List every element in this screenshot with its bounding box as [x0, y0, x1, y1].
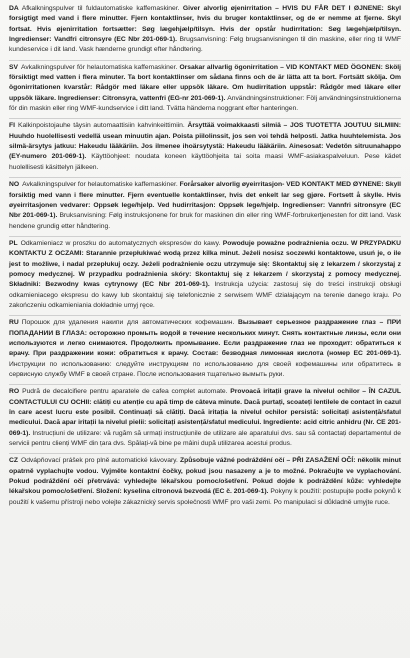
language-section — [9, 121, 401, 176]
description-text: Инструкции по использованию: следуйте инструкциям по использованию для своей кофемашины или обратитесь в сервисную службу WMF в своей стране. После использования тщательно вымыть руки. — [9, 360, 401, 378]
description-text: Instrukcja użycia: zastosuj się do treści instrukcji obsługi odkamieniacego ekspresu do kawy lub skontaktuj się telefonicznie z serwisem WMF działającym na terenie danego kraju. Po zakończeniu odkamieniania dokładnie umyj ręce. — [9, 281, 402, 309]
language-section — [9, 456, 401, 511]
section-divider — [9, 118, 401, 119]
hazard-statement-text: Provoacă iritații grave la nivelul ochilor – ÎN CAZUL CONTACTULUI CU OCHII: clătiți cu atenție cu apă timp de câteva minute. Dacă purtați, scoateți lentilele de contact în cazul în care acest lucru este posibil. Continuați să clătiți. Dacă iritația la nivelul ochilor persistă: solicitați asistență/sfatul medicului. Dacă apar iritații la nivelul pielii: solicitați asistență/sfatul medicului. Ingrediente: acid citric anhidru (Nr. CE 201-069-1). — [9, 388, 401, 437]
language-code: RU — [9, 319, 19, 327]
language-section — [9, 4, 401, 59]
language-code: CZ — [9, 457, 18, 465]
description-text: Afkalkningspulver til fuldautomatiske kaffemaskiner. — [21, 5, 180, 12]
hazard-statement-text: Forårsaker alvorlig øyeirritasjon- VED KONTAKT MED ØYNENE: Skyll forsiktig med vann i flere minutter. Fjern eventuelle kontaktlinser, hvis det enkelt lar seg gjøre. Fortsett å skylle. Hvis øyeirritasjonen vedvarer: Oppsøk lege/hjelp. Ved hudirritasjon: Oppsøk lege/hjelp. Ingredienser: Vannfri sitronsyre (EC Nbr 201-069-1). — [9, 181, 402, 220]
section-divider — [9, 177, 401, 178]
section-divider — [9, 60, 401, 61]
hazard-statement-text: Ärsyttää voimakkaasti silmiä – JOS TUOTETTA JOUTUU SILMIIN: Huuhdo huolellisesti vedellä usean minuutin ajan. Poista piilolinssit, jos sen voi tehdä helposti. Jatka huuhtelemista. Jos silmä-ärsytys jatkuu: Hakeudu lääkäriin. Jos ilmenee ihoärsytystä: Hakeudu lääkäriin. Ainesosat: Vedetön sitruunahappo (EY-numero 201-069-1). — [9, 122, 401, 161]
hazard-statement-text: Orsakar allvarlig ögonirritation – VID KONTAKT MED ÖGONEN: Skölj försiktigt med vatten i flera minuter. Ta bort kontaktlinser om sådana finns och de är lätta att ta bort. Fortsätt skölja. Om ögonirritationen kvarstår: Rådgör med läkare eller uppsök läkare. Om hudirritation uppstår: Rådgör med läkare eller uppsök läkare. Ingredienser: Citronsyra, vattenfri (EG-nr 201-069-1). — [9, 63, 402, 102]
description-text: Kalkinpoistojauhe täysin automaattisiin kahvinkeittimiin. — [17, 122, 185, 130]
description-text: Порошок для удаления накипи для автоматических кофемашин. — [21, 319, 235, 327]
language-code: PL — [9, 239, 18, 247]
description-text: Käyttöohjeet: noudata koneen käyttöohjeita tai soita maasi WMF-asiakaspalveluun. Pese kädet huolellisesti käsittelyn jälkeen. — [9, 153, 401, 171]
language-code: FI — [9, 122, 15, 130]
section-divider — [9, 453, 401, 454]
language-code: RO — [9, 388, 20, 396]
label-sections — [9, 4, 401, 511]
description-text: Instrucțiuni de utilizare: vă rugăm să urmați instrucțiunile de utilizare ale aparatului dvs. sau să contactați departamentul de servicii pentru clienți WMF din țara dvs. Spălați-vă bine pe mâini după utilizarea acestui produs. — [9, 429, 401, 448]
language-section — [9, 63, 401, 118]
description-text: Användningsinstruktioner: Följ användningsinstruktionerna för din maskin eller ring WMF-kundservice i ditt land. Tvätta händerna noggrant efter hanteringen. — [9, 94, 401, 113]
section-divider — [9, 384, 401, 385]
description-text: Odkamieniacz w proszku do automatycznych ekspresów do kawy. — [20, 239, 221, 247]
hazard-statement-text: Způsobuje vážné podráždění očí – PŘI ZASAŽENÍ OČÍ: několik minut opatrně vyplachujte vodou. Vyjměte kontaktní čočky, pokud jsou nasazeny a je to možné. Pokračujte ve vyplachování. Pokud podráždění očí přetrvává: vyhledejte lékařskou pomoc/ošetření. Pokud dojde k podráždění kůže: vyhledejte lékařskou pomoc/ošetření. Složení: kyselina citronová bezvodá (EC č. 201-069-1). — [9, 457, 401, 496]
description-text: Avkalkningspulver for helautomatiske kaffemaskiner. — [22, 181, 178, 189]
description-text: Pokyny k použití: postupujte podle pokynů k použití k vašemu přístroji nebo volejte zákaznický servis společnosti WMF pro vaši zemi. Po manipulaci si důkladně umyjte ruce. — [9, 488, 401, 506]
language-section — [9, 180, 401, 235]
description-text: Bruksanvisning: Følg instruksjonene for bruk for maskinen din eller ring WMF-forbrukertjenesten for ditt land. Vask hendene grundig etter håndtering. — [9, 212, 401, 230]
language-code: DA — [9, 5, 19, 12]
description-text: Odvápňovací prášek pro plně automatické kávovary. — [20, 457, 178, 465]
description-text: Avkalkningspulver för helautomatiska kaffemaskiner. — [20, 63, 178, 71]
description-text: Brugsanvisning: Følg brugsanvisningen til din maskine, eller ring til WMF kundeservice i dit land. Vask hænderne grundigt efter håndtering. — [9, 36, 401, 54]
language-section — [9, 239, 401, 314]
section-divider — [9, 315, 401, 316]
language-code: NO — [9, 181, 20, 189]
hazard-statement-text: Вызывает серьезное раздражение глаз – ПРИ ПОПАДАНИИ В ГЛАЗА: осторожно промыть водой в течение нескольких минут. Снять контактные линзы, если они используются и легко снимаются. Продолжить промывание. Если раздражение глаз не проходит: обратиться к врачу. При раздражении кожи: обратиться к врачу. Состав: безводная лимонная кислота (номер EC 201-069-1). — [9, 319, 402, 358]
hazard-statement-text: Giver alvorlig øjenirritation – HVIS DU FÅR DET I ØJNENE: Skyl forsigtigt med vand i flere minutter. Fjern kontaktlinser, hvis du bruger kontaktlinser, og de er nemme at fjerne. Skyl fortsat. Hvis øjenirritation fortsætter: Søg lægehjælp/tilsyn. Hvis der opstår hudirritation: Søg lægehjælp/tilsyn. Ingredienser: Vandfri citronsyre (EC Nbr 201-069-1). — [9, 5, 402, 44]
language-section — [9, 387, 401, 452]
description-text: Pudră de decalcifiere pentru aparatele de cafea complet automate. — [22, 388, 228, 396]
language-section — [9, 318, 401, 383]
section-divider — [9, 236, 401, 237]
hazard-statement-text: Powoduje poważne podrażnienia oczu. W PRZYPADKU KONTAKTU Z OCZAMI: Starannie przepłukiwać wodą przez kilka minut. Jeżeli nosisz soczewki kontaktowe, usuń je, o ile jest to możliwe, i nadal przepłukuj oczy. Jeżeli podrażnienie oczu utrzymuje się: Skontaktuj się z lekarzem / skorzystaj z pomocy medycznej. W przypadku podrażnienia skóry: Skontaktuj się z lekarzem / skorzystaj z pomocy medycznej. Składniki: Bezwodny kwas cytrynowy (EC Nbr 201-069-1). — [9, 239, 402, 289]
language-code: SV — [9, 63, 18, 71]
